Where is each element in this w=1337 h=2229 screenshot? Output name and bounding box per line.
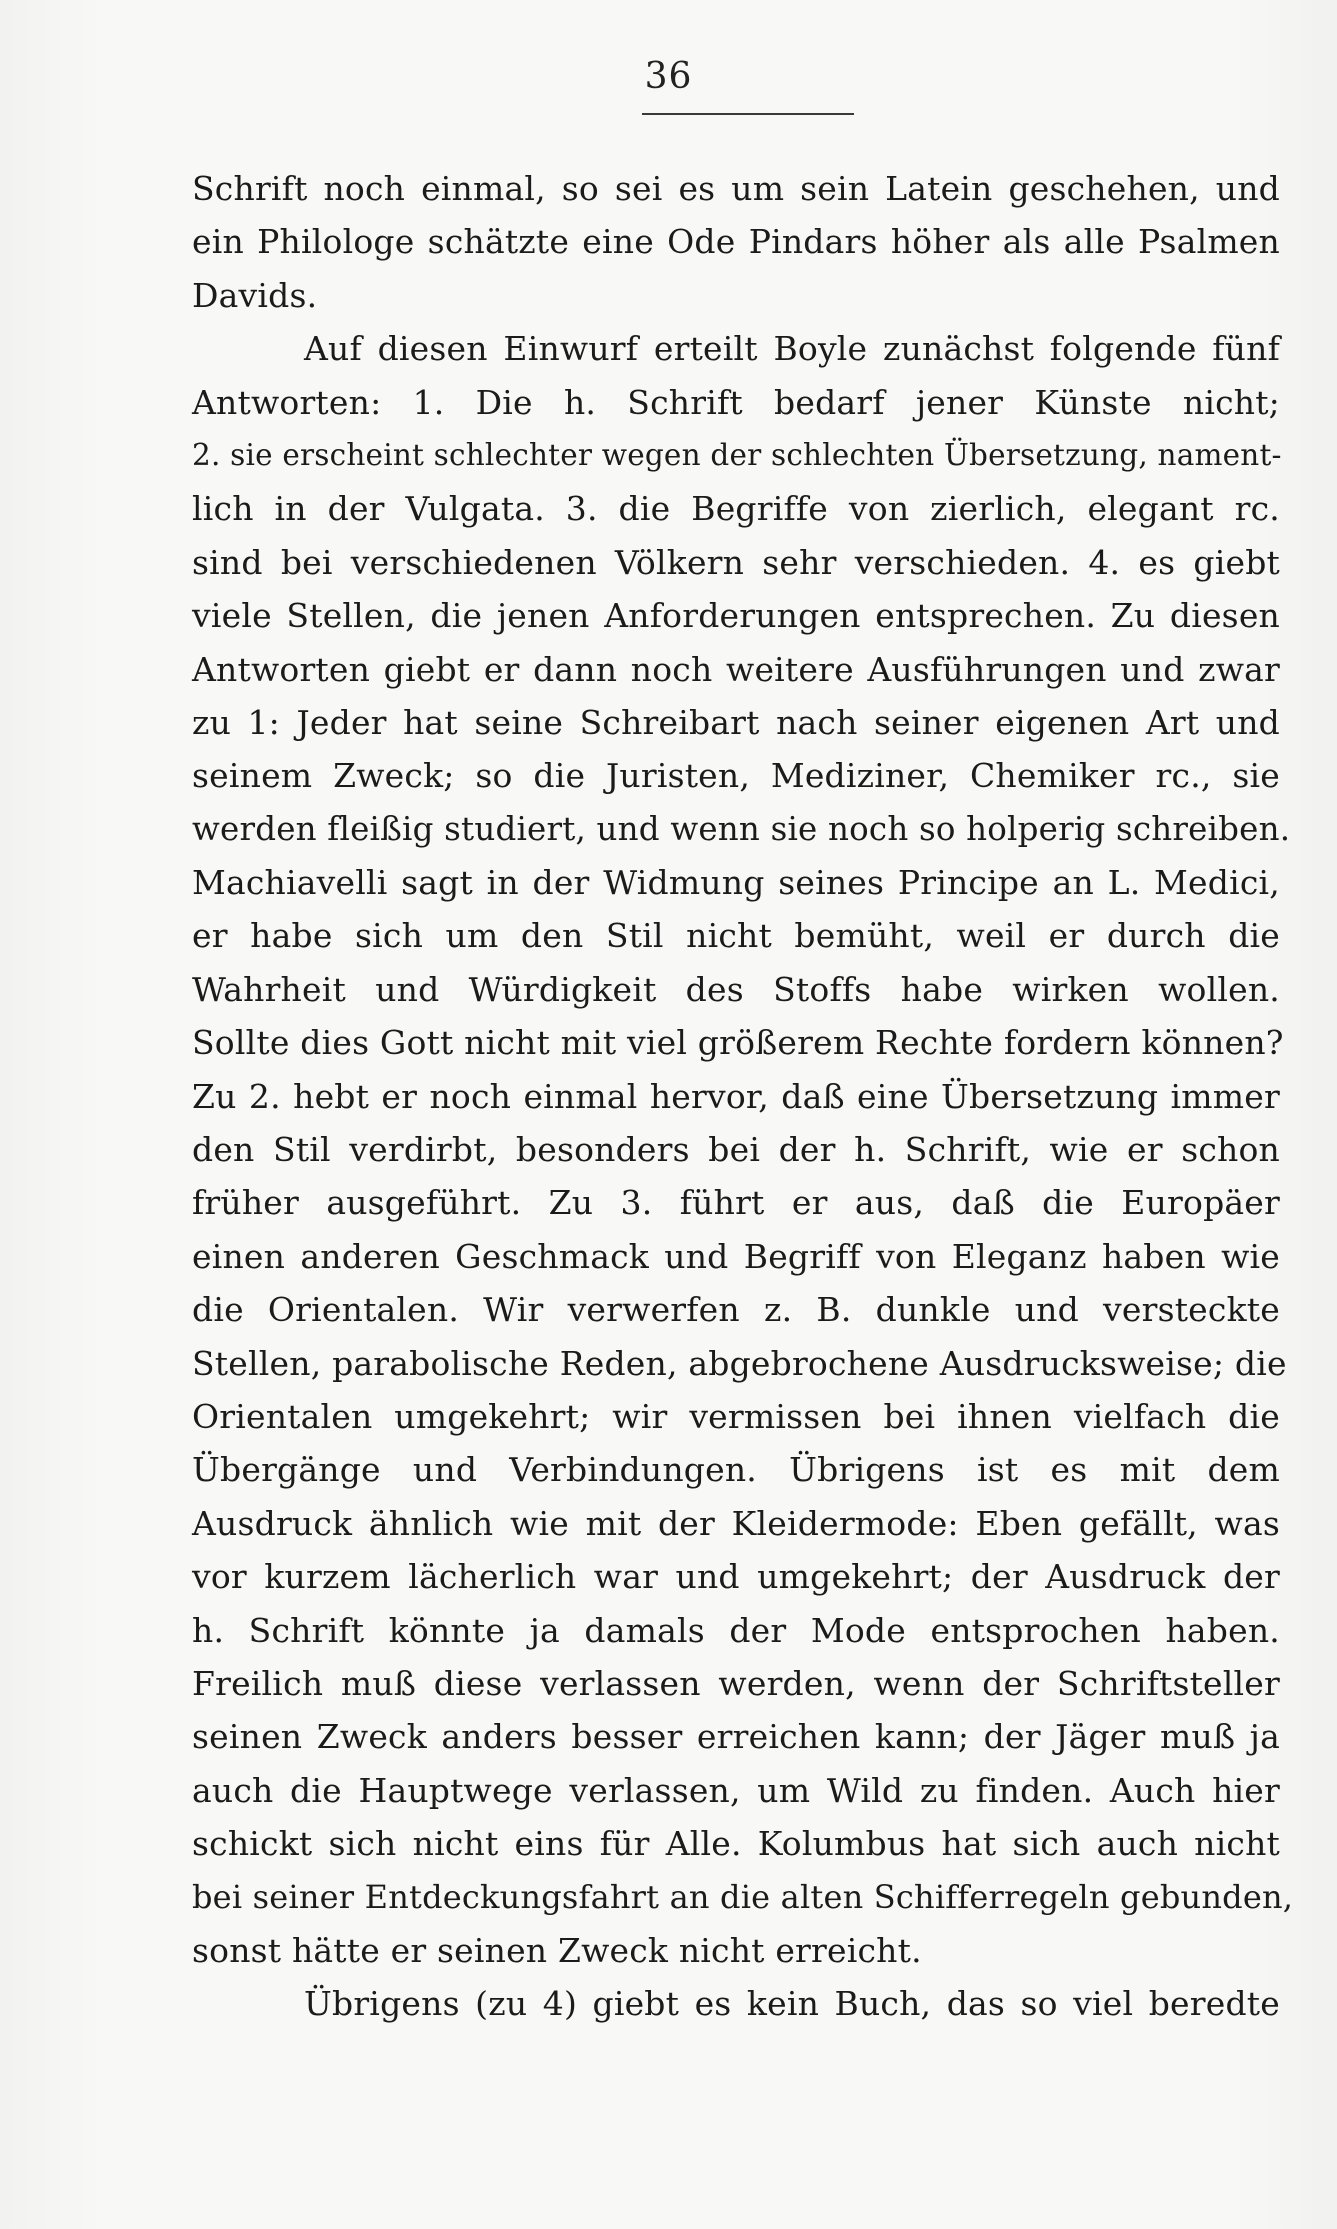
- text-line: seinen Zweck anders besser erreichen kann; der Jäger muß ja: [192, 1717, 1280, 1757]
- text-line: die Orientalen. Wir verwerfen z. B. dunkle und versteckte: [192, 1290, 1280, 1330]
- text-line: 2. sie erscheint schlechter wegen der schlechten Übersetzung, nament-: [192, 437, 1282, 472]
- header-rule: [642, 113, 854, 115]
- text-line: Schrift noch einmal, so sei es um sein Latein geschehen, und: [192, 169, 1280, 208]
- text-line: Antworten: 1. Die h. Schrift bedarf jener Künste nicht;: [192, 382, 1280, 422]
- text-line: sonst hätte er seinen Zweck nicht erreicht.: [192, 1930, 922, 1970]
- text-line: einen anderen Geschmack und Begriff von Eleganz haben wie: [192, 1236, 1280, 1276]
- text-line: bei seiner Entdeckungsfahrt an die alten Schifferregeln gebunden,: [192, 1877, 1294, 1916]
- text-line: Stellen, parabolische Reden, abgebrochene Ausdrucksweise; die: [192, 1343, 1287, 1383]
- text-line: Übrigens (zu 4) giebt es kein Buch, das so viel beredte: [304, 1984, 1280, 2024]
- text-line: Übergänge und Verbindungen. Übrigens ist es mit dem: [192, 1450, 1280, 1490]
- text-line: Freilich muß diese verlassen werden, wenn der Schriftsteller: [192, 1663, 1280, 1703]
- body-text: [192, 162, 1294, 2031]
- text-line: Ausdruck ähnlich wie mit der Kleidermode: Eben gefällt, was: [192, 1503, 1280, 1543]
- text-line: vor kurzem lächerlich war und umgekehrt; der Ausdruck der: [192, 1557, 1280, 1597]
- text-line: viele Stellen, die jenen Anforderungen entsprechen. Zu diesen: [192, 596, 1280, 636]
- text-line: Orientalen umgekehrt; wir vermissen bei ihnen vielfach die: [192, 1396, 1280, 1436]
- text-line: Antworten giebt er dann noch weitere Ausführungen und zwar: [192, 649, 1280, 689]
- page-number: 36: [644, 56, 693, 97]
- text-line: Sollte dies Gott nicht mit viel größerem Rechte fordern können?: [192, 1023, 1284, 1063]
- text-line: h. Schrift könnte ja damals der Mode entsprochen haben.: [192, 1610, 1280, 1650]
- text-line: werden fleißig studiert, und wenn sie noch so holperig schreiben.: [192, 809, 1291, 848]
- text-line: schickt sich nicht eins für Alle. Kolumbus hat sich auch nicht: [192, 1824, 1280, 1864]
- text-line: ein Philologe schätzte eine Ode Pindars höher als alle Psalmen: [192, 222, 1280, 262]
- text-line: früher ausgeführt. Zu 3. führt er aus, daß die Europäer: [192, 1183, 1280, 1223]
- text-line: lich in der Vulgata. 3. die Begriffe von zierlich, elegant rc.: [192, 489, 1280, 529]
- text-line: den Stil verdirbt, besonders bei der h. Schrift, wie er schon: [192, 1130, 1280, 1170]
- text-line: Wahrheit und Würdigkeit des Stoffs habe wirken wollen.: [192, 969, 1280, 1009]
- text-line: seinem Zweck; so die Juristen, Mediziner, Chemiker rc., sie: [192, 756, 1280, 796]
- text-line: Zu 2. hebt er noch einmal hervor, daß eine Übersetzung immer: [192, 1076, 1280, 1116]
- text-line: sind bei verschiedenen Völkern sehr verschieden. 4. es giebt: [192, 542, 1280, 582]
- text-line: Machiavelli sagt in der Widmung seines Principe an L. Medici,: [192, 863, 1280, 903]
- text-line: auch die Hauptwege verlassen, um Wild zu finden. Auch hier: [192, 1770, 1280, 1810]
- text-line: er habe sich um den Stil nicht bemüht, weil er durch die: [192, 916, 1280, 956]
- text-line: Davids.: [192, 275, 318, 315]
- text-line: Auf diesen Einwurf erteilt Boyle zunächst folgende fünf: [304, 329, 1280, 369]
- text-line: zu 1: Jeder hat seine Schreibart nach seiner eigenen Art und: [192, 702, 1280, 742]
